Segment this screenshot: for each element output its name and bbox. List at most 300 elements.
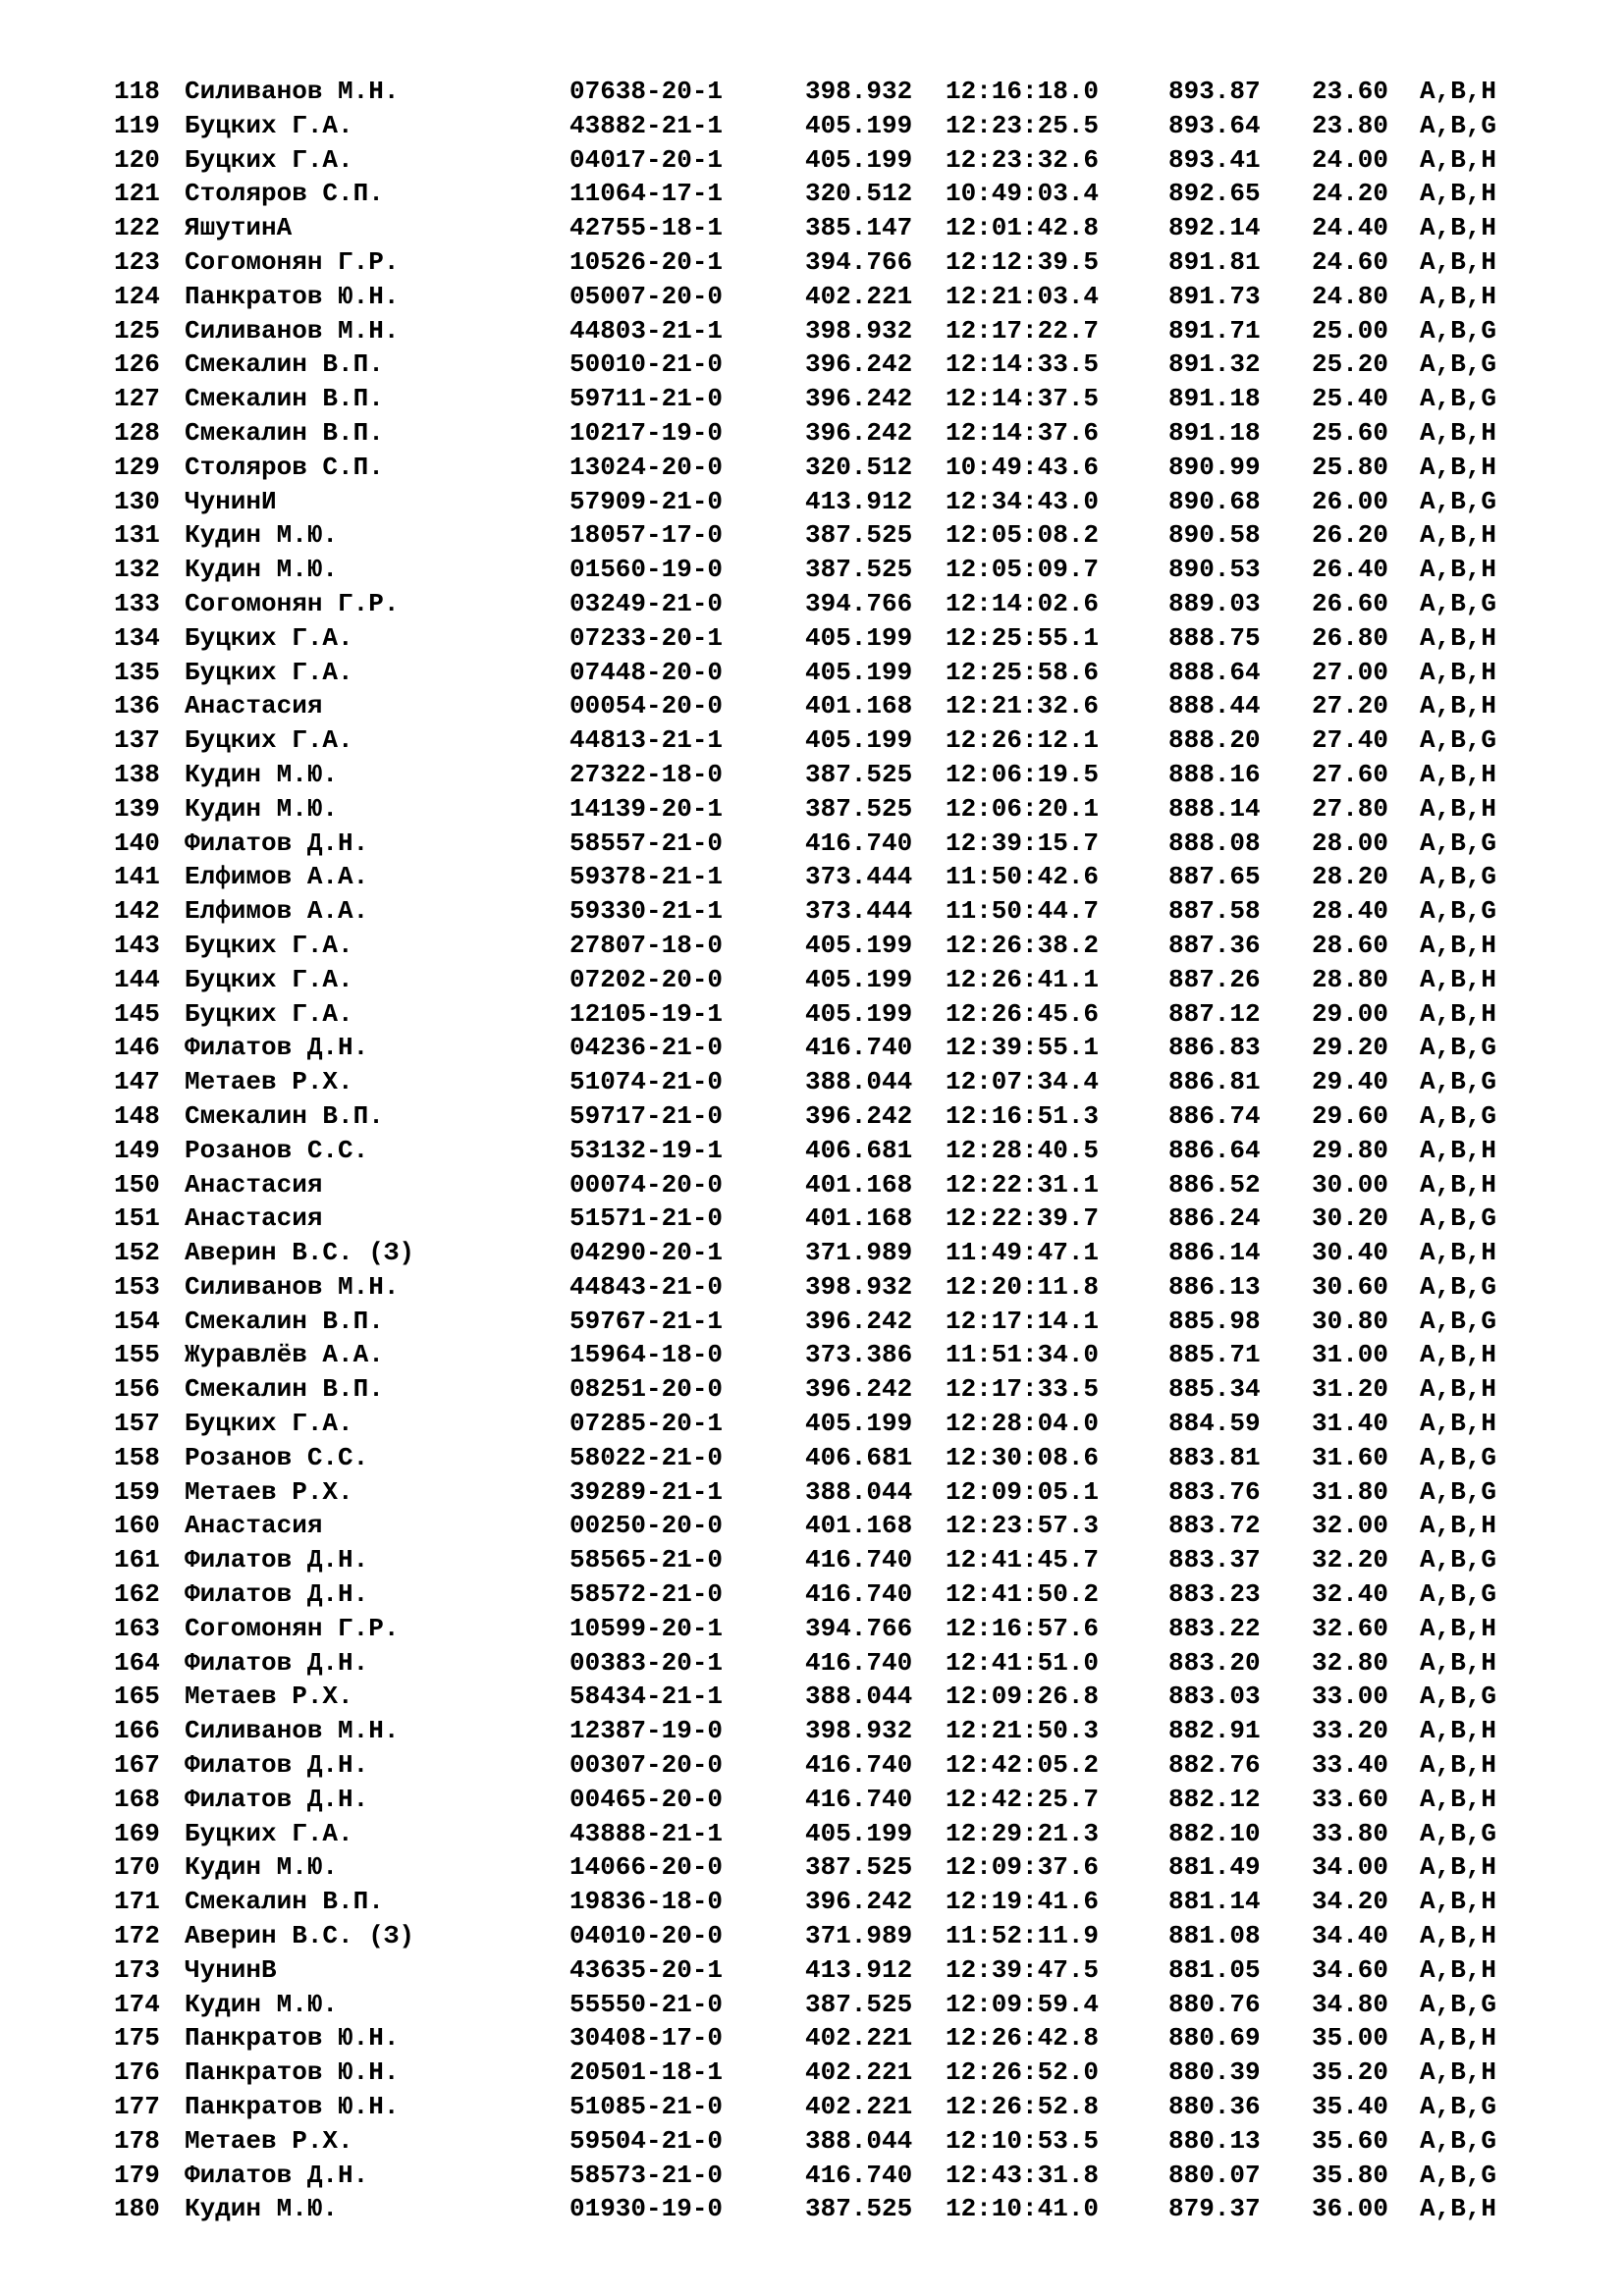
flags: A,B,G bbox=[1420, 1203, 1497, 1234]
distance: 387.525 bbox=[805, 793, 913, 824]
speed: 885.34 bbox=[1168, 1374, 1261, 1405]
coefficient: 28.60 bbox=[1312, 930, 1389, 960]
fancier-name: Смекалин В.П. bbox=[185, 1887, 384, 1917]
arrival-time: 11:52:11.9 bbox=[946, 1921, 1100, 1951]
table-row bbox=[114, 2159, 1538, 2193]
flags: A,B,G bbox=[1420, 1989, 1497, 2019]
arrival-time: 12:09:26.8 bbox=[946, 1682, 1100, 1712]
ring-number: 10599-20-1 bbox=[569, 1613, 724, 1643]
row-number: 180 bbox=[114, 2194, 160, 2224]
flags: A,B,G bbox=[1420, 384, 1497, 414]
flags: A,B,H bbox=[1420, 2023, 1497, 2054]
fancier-name: Филатов Д.Н. bbox=[185, 1545, 369, 1575]
distance: 373.444 bbox=[805, 862, 913, 892]
arrival-time: 11:50:44.7 bbox=[946, 896, 1100, 927]
distance: 394.766 bbox=[805, 588, 913, 618]
fancier-name: Филатов Д.Н. bbox=[185, 1750, 369, 1781]
fancier-name: Буцких Г.А. bbox=[185, 110, 353, 140]
coefficient: 33.00 bbox=[1312, 1682, 1389, 1712]
ring-number: 58557-21-0 bbox=[569, 828, 724, 858]
row-number: 172 bbox=[114, 1921, 160, 1951]
ring-number: 58022-21-0 bbox=[569, 1442, 724, 1472]
table-row bbox=[114, 894, 1538, 929]
row-number: 162 bbox=[114, 1579, 160, 1610]
speed: 891.71 bbox=[1168, 315, 1261, 346]
row-number: 137 bbox=[114, 725, 160, 756]
row-number: 125 bbox=[114, 315, 160, 346]
coefficient: 32.40 bbox=[1312, 1579, 1389, 1610]
speed: 890.99 bbox=[1168, 452, 1261, 482]
fancier-name: Кудин М.Ю. bbox=[185, 520, 339, 551]
speed: 882.12 bbox=[1168, 1784, 1261, 1814]
flags: A,B,G bbox=[1420, 896, 1497, 927]
distance: 405.199 bbox=[805, 964, 913, 994]
flags: A,B,H bbox=[1420, 452, 1497, 482]
fancier-name: Панкратов Ю.Н. bbox=[185, 2023, 400, 2054]
flags: A,B,G bbox=[1420, 349, 1497, 380]
row-number: 144 bbox=[114, 964, 160, 994]
flags: A,B,H bbox=[1420, 281, 1497, 311]
row-number: 127 bbox=[114, 384, 160, 414]
row-number: 153 bbox=[114, 1271, 160, 1302]
distance: 402.221 bbox=[805, 2023, 913, 2054]
row-number: 134 bbox=[114, 622, 160, 653]
table-row bbox=[114, 1065, 1538, 1099]
ring-number: 00054-20-0 bbox=[569, 691, 724, 721]
ring-number: 58572-21-0 bbox=[569, 1579, 724, 1610]
ring-number: 27322-18-0 bbox=[569, 759, 724, 789]
ring-number: 14139-20-1 bbox=[569, 793, 724, 824]
arrival-time: 12:26:12.1 bbox=[946, 725, 1100, 756]
flags: A,B,G bbox=[1420, 486, 1497, 516]
distance: 388.044 bbox=[805, 1682, 913, 1712]
speed: 883.76 bbox=[1168, 1476, 1261, 1507]
coefficient: 23.60 bbox=[1312, 77, 1389, 106]
speed: 890.58 bbox=[1168, 520, 1261, 551]
row-number: 150 bbox=[114, 1169, 160, 1200]
fancier-name: Силиванов М.Н. bbox=[185, 1271, 400, 1302]
ring-number: 42755-18-1 bbox=[569, 213, 724, 243]
flags: A,B,G bbox=[1420, 1271, 1497, 1302]
coefficient: 26.60 bbox=[1312, 588, 1389, 618]
fancier-name: Метаев Р.Х. bbox=[185, 1476, 353, 1507]
fancier-name: Буцких Г.А. bbox=[185, 1409, 353, 1439]
flags: A,B,H bbox=[1420, 930, 1497, 960]
speed: 893.87 bbox=[1168, 77, 1261, 106]
speed: 887.26 bbox=[1168, 964, 1261, 994]
distance: 405.199 bbox=[805, 1818, 913, 1848]
distance: 396.242 bbox=[805, 1100, 913, 1131]
table-row bbox=[114, 689, 1538, 723]
arrival-time: 12:17:22.7 bbox=[946, 315, 1100, 346]
coefficient: 31.80 bbox=[1312, 1476, 1389, 1507]
fancier-name: Смекалин В.П. bbox=[185, 1374, 384, 1405]
coefficient: 34.00 bbox=[1312, 1852, 1389, 1883]
table-row bbox=[114, 2192, 1538, 2226]
table-row bbox=[114, 1305, 1538, 1339]
table-row bbox=[114, 211, 1538, 245]
distance: 416.740 bbox=[805, 1579, 913, 1610]
speed: 891.32 bbox=[1168, 349, 1261, 380]
row-number: 131 bbox=[114, 520, 160, 551]
fancier-name: Елфимов А.А. bbox=[185, 896, 369, 927]
ring-number: 10217-19-0 bbox=[569, 417, 724, 448]
distance: 402.221 bbox=[805, 281, 913, 311]
arrival-time: 12:26:52.8 bbox=[946, 2092, 1100, 2122]
speed: 886.14 bbox=[1168, 1238, 1261, 1268]
coefficient: 33.60 bbox=[1312, 1784, 1389, 1814]
distance: 320.512 bbox=[805, 179, 913, 209]
speed: 885.98 bbox=[1168, 1306, 1261, 1336]
ring-number: 27807-18-0 bbox=[569, 930, 724, 960]
ring-number: 58434-21-1 bbox=[569, 1682, 724, 1712]
fancier-name: Анастасия bbox=[185, 1203, 323, 1234]
flags: A,B,H bbox=[1420, 179, 1497, 209]
row-number: 151 bbox=[114, 1203, 160, 1234]
arrival-time: 12:29:21.3 bbox=[946, 1818, 1100, 1848]
flags: A,B,H bbox=[1420, 1784, 1497, 1814]
speed: 891.73 bbox=[1168, 281, 1261, 311]
table-row bbox=[114, 621, 1538, 656]
flags: A,B,H bbox=[1420, 555, 1497, 585]
distance: 388.044 bbox=[805, 1476, 913, 1507]
arrival-time: 12:34:43.0 bbox=[946, 486, 1100, 516]
fancier-name: Согомонян Г.Р. bbox=[185, 1613, 400, 1643]
flags: A,B,G bbox=[1420, 2125, 1497, 2156]
fancier-name: Кудин М.Ю. bbox=[185, 793, 339, 824]
flags: A,B,G bbox=[1420, 2160, 1497, 2190]
speed: 887.58 bbox=[1168, 896, 1261, 927]
ring-number: 30408-17-0 bbox=[569, 2023, 724, 2054]
coefficient: 31.20 bbox=[1312, 1374, 1389, 1405]
row-number: 140 bbox=[114, 828, 160, 858]
table-row bbox=[114, 416, 1538, 451]
table-row bbox=[114, 997, 1538, 1032]
table-row bbox=[114, 1168, 1538, 1202]
row-number: 157 bbox=[114, 1409, 160, 1439]
arrival-time: 12:23:32.6 bbox=[946, 144, 1100, 175]
ring-number: 51074-21-0 bbox=[569, 1067, 724, 1097]
distance: 401.168 bbox=[805, 1203, 913, 1234]
flags: A,B,H bbox=[1420, 1169, 1497, 1200]
coefficient: 33.80 bbox=[1312, 1818, 1389, 1848]
ring-number: 57909-21-0 bbox=[569, 486, 724, 516]
flags: A,B,G bbox=[1420, 588, 1497, 618]
arrival-time: 12:26:42.8 bbox=[946, 2023, 1100, 2054]
flags: A,B,G bbox=[1420, 828, 1497, 858]
fancier-name: Панкратов Ю.Н. bbox=[185, 281, 400, 311]
coefficient: 30.00 bbox=[1312, 1169, 1389, 1200]
table-row bbox=[114, 656, 1538, 690]
coefficient: 23.80 bbox=[1312, 110, 1389, 140]
speed: 888.16 bbox=[1168, 759, 1261, 789]
flags: A,B,H bbox=[1420, 1647, 1497, 1678]
arrival-time: 12:41:45.7 bbox=[946, 1545, 1100, 1575]
speed: 891.81 bbox=[1168, 246, 1261, 277]
table-row bbox=[114, 2056, 1538, 2090]
flags: A,B,H bbox=[1420, 1340, 1497, 1370]
fancier-name: Филатов Д.Н. bbox=[185, 1784, 369, 1814]
fancier-name: Панкратов Ю.Н. bbox=[185, 2092, 400, 2122]
table-row bbox=[114, 1134, 1538, 1168]
coefficient: 33.40 bbox=[1312, 1750, 1389, 1781]
distance: 394.766 bbox=[805, 246, 913, 277]
coefficient: 32.60 bbox=[1312, 1613, 1389, 1643]
arrival-time: 12:07:34.4 bbox=[946, 1067, 1100, 1097]
flags: A,B,H bbox=[1420, 1750, 1497, 1781]
coefficient: 32.00 bbox=[1312, 1511, 1389, 1541]
row-number: 154 bbox=[114, 1306, 160, 1336]
row-number: 128 bbox=[114, 417, 160, 448]
flags: A,B,G bbox=[1420, 315, 1497, 346]
distance: 396.242 bbox=[805, 1374, 913, 1405]
table-row bbox=[114, 2090, 1538, 2124]
fancier-name: Елфимов А.А. bbox=[185, 862, 369, 892]
row-number: 123 bbox=[114, 246, 160, 277]
row-number: 166 bbox=[114, 1716, 160, 1746]
fancier-name: Панкратов Ю.Н. bbox=[185, 2057, 400, 2088]
arrival-time: 12:23:25.5 bbox=[946, 110, 1100, 140]
fancier-name: Смекалин В.П. bbox=[185, 349, 384, 380]
table-row bbox=[114, 1543, 1538, 1577]
arrival-time: 12:09:59.4 bbox=[946, 1989, 1100, 2019]
row-number: 163 bbox=[114, 1613, 160, 1643]
distance: 373.386 bbox=[805, 1340, 913, 1370]
fancier-name: Филатов Д.Н. bbox=[185, 1579, 369, 1610]
ring-number: 59767-21-1 bbox=[569, 1306, 724, 1336]
flags: A,B,G bbox=[1420, 1442, 1497, 1472]
row-number: 133 bbox=[114, 588, 160, 618]
ring-number: 15964-18-0 bbox=[569, 1340, 724, 1370]
speed: 883.81 bbox=[1168, 1442, 1261, 1472]
coefficient: 27.80 bbox=[1312, 793, 1389, 824]
flags: A,B,H bbox=[1420, 1954, 1497, 1985]
coefficient: 25.40 bbox=[1312, 384, 1389, 414]
coefficient: 36.00 bbox=[1312, 2194, 1389, 2224]
distance: 416.740 bbox=[805, 1033, 913, 1063]
fancier-name: Смекалин В.П. bbox=[185, 417, 384, 448]
fancier-name: Журавлёв А.А. bbox=[185, 1340, 384, 1370]
arrival-time: 12:19:41.6 bbox=[946, 1887, 1100, 1917]
distance: 413.912 bbox=[805, 1954, 913, 1985]
table-row bbox=[114, 1441, 1538, 1475]
flags: A,B,H bbox=[1420, 520, 1497, 551]
ring-number: 07285-20-1 bbox=[569, 1409, 724, 1439]
flags: A,B,G bbox=[1420, 1306, 1497, 1336]
arrival-time: 12:26:45.6 bbox=[946, 998, 1100, 1029]
speed: 880.13 bbox=[1168, 2125, 1261, 2156]
row-number: 175 bbox=[114, 2023, 160, 2054]
fancier-name: Смекалин В.П. bbox=[185, 1100, 384, 1131]
table-row bbox=[114, 2124, 1538, 2159]
distance: 373.444 bbox=[805, 896, 913, 927]
table-row bbox=[114, 1236, 1538, 1270]
table-row bbox=[114, 1783, 1538, 1817]
speed: 883.22 bbox=[1168, 1613, 1261, 1643]
flags: A,B,H bbox=[1420, 2194, 1497, 2224]
coefficient: 34.20 bbox=[1312, 1887, 1389, 1917]
row-number: 143 bbox=[114, 930, 160, 960]
arrival-time: 12:30:08.6 bbox=[946, 1442, 1100, 1472]
ring-number: 04290-20-1 bbox=[569, 1238, 724, 1268]
flags: A,B,H bbox=[1420, 1511, 1497, 1541]
speed: 881.05 bbox=[1168, 1954, 1261, 1985]
ring-number: 51085-21-0 bbox=[569, 2092, 724, 2122]
arrival-time: 12:41:51.0 bbox=[946, 1647, 1100, 1678]
distance: 402.221 bbox=[805, 2092, 913, 2122]
fancier-name: Буцких Г.А. bbox=[185, 1818, 353, 1848]
ring-number: 59711-21-0 bbox=[569, 384, 724, 414]
table-row bbox=[114, 1099, 1538, 1134]
row-number: 147 bbox=[114, 1067, 160, 1097]
distance: 398.932 bbox=[805, 1271, 913, 1302]
arrival-time: 12:26:52.0 bbox=[946, 2057, 1100, 2088]
table-row bbox=[114, 553, 1538, 587]
coefficient: 35.60 bbox=[1312, 2125, 1389, 2156]
fancier-name: Анастасия bbox=[185, 1511, 323, 1541]
distance: 398.932 bbox=[805, 77, 913, 106]
flags: A,B,H bbox=[1420, 998, 1497, 1029]
row-number: 178 bbox=[114, 2125, 160, 2156]
ring-number: 00250-20-0 bbox=[569, 1511, 724, 1541]
speed: 891.18 bbox=[1168, 417, 1261, 448]
speed: 883.20 bbox=[1168, 1647, 1261, 1678]
arrival-time: 12:10:53.5 bbox=[946, 2125, 1100, 2156]
table-row bbox=[114, 1407, 1538, 1441]
distance: 413.912 bbox=[805, 486, 913, 516]
speed: 887.36 bbox=[1168, 930, 1261, 960]
row-number: 141 bbox=[114, 862, 160, 892]
speed: 893.64 bbox=[1168, 110, 1261, 140]
row-number: 145 bbox=[114, 998, 160, 1029]
table-row bbox=[114, 1646, 1538, 1681]
row-number: 164 bbox=[114, 1647, 160, 1678]
distance: 388.044 bbox=[805, 1067, 913, 1097]
coefficient: 31.40 bbox=[1312, 1409, 1389, 1439]
speed: 886.83 bbox=[1168, 1033, 1261, 1063]
coefficient: 28.20 bbox=[1312, 862, 1389, 892]
ring-number: 20501-18-1 bbox=[569, 2057, 724, 2088]
flags: A,B,H bbox=[1420, 1921, 1497, 1951]
speed: 893.41 bbox=[1168, 144, 1261, 175]
table-row bbox=[114, 1680, 1538, 1714]
ring-number: 44803-21-1 bbox=[569, 315, 724, 346]
row-number: 136 bbox=[114, 691, 160, 721]
table-row bbox=[114, 929, 1538, 963]
arrival-time: 12:21:03.4 bbox=[946, 281, 1100, 311]
flags: A,B,H bbox=[1420, 417, 1497, 448]
flags: A,B,G bbox=[1420, 862, 1497, 892]
ring-number: 11064-17-1 bbox=[569, 179, 724, 209]
table-row bbox=[114, 518, 1538, 553]
table-row bbox=[114, 1372, 1538, 1407]
table-row bbox=[114, 1270, 1538, 1305]
arrival-time: 12:39:55.1 bbox=[946, 1033, 1100, 1063]
distance: 385.147 bbox=[805, 213, 913, 243]
distance: 396.242 bbox=[805, 1306, 913, 1336]
distance: 398.932 bbox=[805, 315, 913, 346]
distance: 405.199 bbox=[805, 657, 913, 687]
speed: 882.10 bbox=[1168, 1818, 1261, 1848]
ring-number: 43888-21-1 bbox=[569, 1818, 724, 1848]
row-number: 135 bbox=[114, 657, 160, 687]
arrival-time: 12:16:18.0 bbox=[946, 77, 1100, 106]
distance: 396.242 bbox=[805, 1887, 913, 1917]
arrival-time: 12:16:57.6 bbox=[946, 1613, 1100, 1643]
speed: 883.37 bbox=[1168, 1545, 1261, 1575]
coefficient: 34.80 bbox=[1312, 1989, 1389, 2019]
coefficient: 26.40 bbox=[1312, 555, 1389, 585]
arrival-time: 12:09:05.1 bbox=[946, 1476, 1100, 1507]
fancier-name: Буцких Г.А. bbox=[185, 998, 353, 1029]
distance: 371.989 bbox=[805, 1921, 913, 1951]
flags: A,B,G bbox=[1420, 1476, 1497, 1507]
ring-number: 10526-20-1 bbox=[569, 246, 724, 277]
distance: 405.199 bbox=[805, 1409, 913, 1439]
arrival-time: 12:28:04.0 bbox=[946, 1409, 1100, 1439]
table-row bbox=[114, 1953, 1538, 1988]
coefficient: 33.20 bbox=[1312, 1716, 1389, 1746]
distance: 320.512 bbox=[805, 452, 913, 482]
row-number: 167 bbox=[114, 1750, 160, 1781]
flags: A,B,G bbox=[1420, 2092, 1497, 2122]
table-row bbox=[114, 109, 1538, 143]
row-number: 130 bbox=[114, 486, 160, 516]
row-number: 179 bbox=[114, 2160, 160, 2190]
distance: 371.989 bbox=[805, 1238, 913, 1268]
row-number: 138 bbox=[114, 759, 160, 789]
fancier-name: Силиванов М.Н. bbox=[185, 1716, 400, 1746]
flags: A,B,G bbox=[1420, 1067, 1497, 1097]
ring-number: 59378-21-1 bbox=[569, 862, 724, 892]
row-number: 152 bbox=[114, 1238, 160, 1268]
fancier-name: Столяров С.П. bbox=[185, 452, 384, 482]
fancier-name: Анастасия bbox=[185, 691, 323, 721]
speed: 883.03 bbox=[1168, 1682, 1261, 1712]
row-number: 156 bbox=[114, 1374, 160, 1405]
fancier-name: ЧунинИ bbox=[185, 486, 277, 516]
row-number: 142 bbox=[114, 896, 160, 927]
table-row bbox=[114, 1988, 1538, 2022]
arrival-time: 12:21:50.3 bbox=[946, 1716, 1100, 1746]
row-number: 171 bbox=[114, 1887, 160, 1917]
coefficient: 30.80 bbox=[1312, 1306, 1389, 1336]
fancier-name: Смекалин В.П. bbox=[185, 384, 384, 414]
distance: 402.221 bbox=[805, 2057, 913, 2088]
row-number: 139 bbox=[114, 793, 160, 824]
ring-number: 12105-19-1 bbox=[569, 998, 724, 1029]
ring-number: 55550-21-0 bbox=[569, 1989, 724, 2019]
ring-number: 07233-20-1 bbox=[569, 622, 724, 653]
fancier-name: Согомонян Г.Р. bbox=[185, 246, 400, 277]
table-row bbox=[114, 1885, 1538, 1919]
fancier-name: Филатов Д.Н. bbox=[185, 1647, 369, 1678]
fancier-name: Кудин М.Ю. bbox=[185, 1989, 339, 2019]
fancier-name: Филатов Д.Н. bbox=[185, 2160, 369, 2190]
flags: A,B,H bbox=[1420, 691, 1497, 721]
arrival-time: 12:43:31.8 bbox=[946, 2160, 1100, 2190]
distance: 394.766 bbox=[805, 1613, 913, 1643]
flags: A,B,G bbox=[1420, 1033, 1497, 1063]
table-row bbox=[114, 75, 1538, 109]
speed: 881.08 bbox=[1168, 1921, 1261, 1951]
ring-number: 18057-17-0 bbox=[569, 520, 724, 551]
ring-number: 44813-21-1 bbox=[569, 725, 724, 756]
table-row bbox=[114, 485, 1538, 519]
arrival-time: 11:49:47.1 bbox=[946, 1238, 1100, 1268]
coefficient: 29.00 bbox=[1312, 998, 1389, 1029]
flags: A,B,H bbox=[1420, 622, 1497, 653]
